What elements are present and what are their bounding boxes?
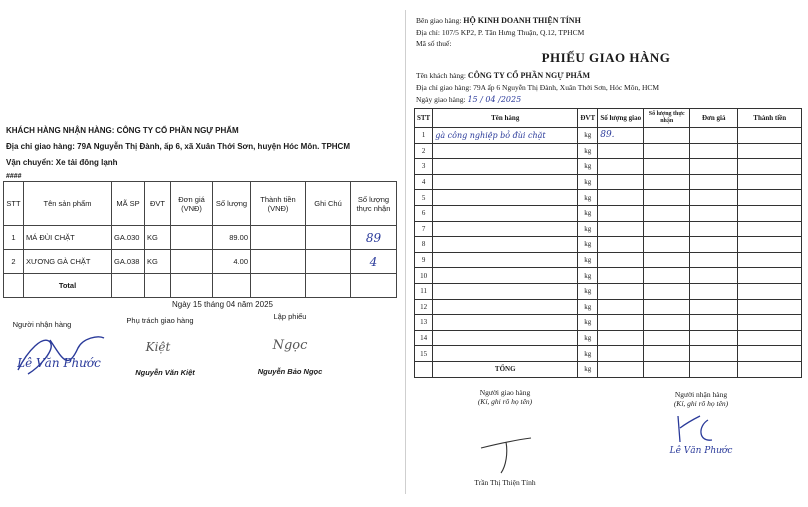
row-unit: kg	[578, 205, 598, 221]
row-unit: kg	[578, 268, 598, 284]
row-delivered-qty	[598, 205, 644, 221]
row-stt: 4	[415, 174, 433, 190]
sender-label: Bên giao hàng:	[416, 16, 464, 25]
row-received-qty	[644, 190, 690, 206]
row-stt: 15	[415, 346, 433, 362]
row-qty: 4.00	[213, 250, 251, 274]
issuer-name: Nguyễn Bảo Ngọc	[257, 367, 323, 376]
col-amount: Thành tiền	[738, 109, 802, 128]
row-amount	[738, 299, 802, 315]
row-stt: 9	[415, 252, 433, 268]
row-qty-handwritten: 89.	[598, 128, 644, 144]
row-amount	[738, 315, 802, 331]
table-row	[4, 250, 397, 274]
row-product-code: GA.038	[112, 250, 145, 274]
row-amount	[738, 159, 802, 175]
row-delivered-qty	[598, 330, 644, 346]
document-title: PHIẾU GIAO HÀNG	[541, 50, 671, 65]
date-label: Ngày giao hàng:	[416, 95, 468, 104]
date-handwritten: 15 / 04 /2025	[467, 95, 522, 104]
row-received-qty	[644, 159, 690, 175]
row-received-qty	[644, 237, 690, 253]
row-unit: kg	[578, 330, 598, 346]
table-row	[415, 143, 802, 159]
row-unit: kg	[578, 190, 598, 206]
receiver-signature-stroke	[668, 412, 738, 448]
receiver-signature-stroke	[8, 330, 108, 380]
row-unit: kg	[578, 252, 598, 268]
delivery-address-line: Địa chỉ giao hàng: 79A Nguyễn Thị Đành, ấp 6, xã Xuân Thới Sơn, huyện Hóc Môn. TPHCM	[6, 142, 350, 151]
row-unit-price	[690, 205, 738, 221]
row-stt: 12	[415, 299, 433, 315]
row-amount	[251, 250, 306, 274]
tax-code-line: Mã số thuế:	[416, 39, 452, 48]
sender-name: HỘ KINH DOANH THIỆN TÍNH	[463, 16, 581, 25]
row-unit: kg	[578, 315, 598, 331]
table-row	[415, 252, 802, 268]
total-row	[415, 361, 802, 377]
total-unit: kg	[578, 361, 598, 377]
col-amount: Thành tiền (VNĐ)	[251, 182, 306, 226]
row-unit: kg	[578, 128, 598, 144]
row-unit: kg	[578, 159, 598, 175]
row-unit-price	[690, 252, 738, 268]
col-unit-price: Đơn giá (VNĐ)	[171, 182, 213, 226]
row-amount	[738, 330, 802, 346]
receiver-name: Lê Văn Phước	[669, 446, 733, 456]
row-amount	[251, 226, 306, 250]
customer-line: KHÁCH HÀNG NHẬN HÀNG: CÔNG TY CỔ PHẦN NGỰ PHẨM	[6, 126, 239, 135]
table-row	[415, 346, 802, 362]
row-product-name: XƯƠNG GÀ CHẶT	[24, 250, 112, 274]
row-unit: kg	[578, 221, 598, 237]
row-delivered-qty	[598, 237, 644, 253]
customer-line	[416, 71, 590, 80]
row-received-qty	[644, 268, 690, 284]
row-stt: 3	[415, 159, 433, 175]
row-unit-price	[690, 346, 738, 362]
deliverer-block	[420, 388, 590, 406]
row-stt: 10	[415, 268, 433, 284]
col-quantity: Số lượng	[213, 182, 251, 226]
delivery-name: Nguyễn Văn Kiệt	[135, 368, 195, 377]
row-unit: kg	[578, 299, 598, 315]
row-unit: kg	[578, 143, 598, 159]
row-amount	[738, 346, 802, 362]
row-item-name	[433, 237, 578, 253]
row-unit: KG	[145, 250, 171, 274]
row-unit: kg	[578, 283, 598, 299]
row-amount	[738, 268, 802, 284]
row-item-name	[433, 299, 578, 315]
row-received-qty	[644, 143, 690, 159]
row-unit-price	[690, 315, 738, 331]
row-amount	[738, 252, 802, 268]
issuer-signature: Ngọc	[272, 338, 308, 353]
col-delivered-qty: Số lượng giao	[598, 109, 644, 128]
row-unit-price	[690, 128, 738, 144]
row-delivered-qty	[598, 143, 644, 159]
col-product-name: Tên sản phẩm	[24, 182, 112, 226]
row-stt: 6	[415, 205, 433, 221]
row-delivered-qty	[598, 346, 644, 362]
col-unit: ĐVT	[145, 182, 171, 226]
customer-label: Tên khách hàng:	[416, 71, 468, 80]
date-line: Ngày 15 tháng 04 năm 2025	[172, 300, 273, 309]
table-row	[415, 299, 802, 315]
transport-line: Vận chuyển: Xe tải đông lạnh	[6, 158, 118, 167]
col-unit: ĐVT	[578, 109, 598, 128]
delivery-signature: Kiệt	[145, 340, 171, 354]
issuer-label: Lập phiếu	[273, 312, 307, 321]
row-item-name	[433, 283, 578, 299]
row-unit-price	[690, 330, 738, 346]
col-unit-price: Đơn giá	[690, 109, 738, 128]
table-row	[415, 128, 802, 144]
receiver-label: Người nhận hàng	[12, 320, 72, 329]
row-received-handwritten: 89	[351, 226, 397, 250]
row-received-qty	[644, 205, 690, 221]
row-unit-price	[690, 143, 738, 159]
row-amount	[738, 237, 802, 253]
row-unit-price	[690, 221, 738, 237]
row-delivered-qty	[598, 190, 644, 206]
table-row	[415, 205, 802, 221]
row-received-qty	[644, 174, 690, 190]
row-price	[171, 226, 213, 250]
row-unit: KG	[145, 226, 171, 250]
table-row	[415, 190, 802, 206]
total-row	[4, 274, 397, 298]
doc-code: ####	[6, 173, 22, 180]
receiver-sub: (Kí, ghi rõ họ tên)	[673, 399, 729, 408]
deliverer-label: Người giao hàng	[479, 388, 531, 397]
row-product-code: GA.030	[112, 226, 145, 250]
deliverer-sub: (Kí, ghi rõ họ tên)	[477, 397, 533, 406]
row-item-handwritten: gà công nghiệp bỏ đùi chặt	[433, 128, 578, 144]
row-item-name	[433, 315, 578, 331]
row-stt: 1	[415, 128, 433, 144]
row-item-name	[433, 330, 578, 346]
row-unit: kg	[578, 237, 598, 253]
total-label: Total	[24, 274, 112, 298]
row-unit-price	[690, 174, 738, 190]
row-stt: 8	[415, 237, 433, 253]
row-amount	[738, 283, 802, 299]
row-received-qty	[644, 315, 690, 331]
row-received-qty	[644, 330, 690, 346]
row-note	[306, 226, 351, 250]
row-delivered-qty	[598, 174, 644, 190]
delivery-date-line	[416, 95, 521, 104]
row-amount	[738, 205, 802, 221]
row-item-name	[433, 205, 578, 221]
row-received-qty	[644, 128, 690, 144]
row-stt: 11	[415, 283, 433, 299]
row-stt: 1	[4, 226, 24, 250]
table-row	[415, 268, 802, 284]
table-row	[415, 237, 802, 253]
row-note	[306, 250, 351, 274]
row-price	[171, 250, 213, 274]
row-stt: 14	[415, 330, 433, 346]
row-unit-price	[690, 299, 738, 315]
total-label: TỔNG	[433, 361, 578, 377]
row-amount	[738, 174, 802, 190]
row-amount	[738, 143, 802, 159]
row-unit-price	[690, 237, 738, 253]
row-delivered-qty	[598, 315, 644, 331]
row-item-name	[433, 174, 578, 190]
row-stt: 5	[415, 190, 433, 206]
table-row	[415, 221, 802, 237]
row-unit: kg	[578, 346, 598, 362]
table-row	[415, 174, 802, 190]
row-delivered-qty	[598, 221, 644, 237]
row-delivered-qty	[598, 268, 644, 284]
row-delivered-qty	[598, 283, 644, 299]
col-product-code: MÃ SP	[112, 182, 145, 226]
row-stt: 2	[415, 143, 433, 159]
row-item-name	[433, 221, 578, 237]
col-received-qty: Số lượng thực nhận	[351, 182, 397, 226]
col-stt: STT	[4, 182, 24, 226]
warehouse-receipt-left	[0, 118, 402, 388]
row-amount	[738, 190, 802, 206]
receiver-signature: Lê Văn Phước	[17, 356, 101, 370]
row-unit: kg	[578, 174, 598, 190]
table-row	[415, 283, 802, 299]
row-delivered-qty	[598, 159, 644, 175]
customer-name: CÔNG TY CỔ PHẦN NGỰ PHẨM	[467, 71, 590, 80]
row-qty: 89.00	[213, 226, 251, 250]
col-received-qty: Số lượng thực nhận	[644, 109, 690, 128]
table-row	[415, 315, 802, 331]
table-row	[415, 159, 802, 175]
col-stt: STT	[415, 109, 433, 128]
row-delivered-qty	[598, 252, 644, 268]
delivery-address: Địa chỉ giao hàng: 79A ấp 6 Nguyễn Thị Đành, Xuân Thới Sơn, Hóc Môn, HCM	[416, 83, 660, 92]
row-amount	[738, 221, 802, 237]
row-unit-price	[690, 268, 738, 284]
row-received-qty	[644, 346, 690, 362]
row-item-name	[433, 190, 578, 206]
table-row	[415, 330, 802, 346]
row-unit-price	[690, 159, 738, 175]
items-table	[3, 181, 397, 298]
delivery-items-table	[414, 108, 802, 378]
row-delivered-qty	[598, 299, 644, 315]
row-stt: 13	[415, 315, 433, 331]
deliverer-name: Trần Thị Thiện Tính	[474, 478, 536, 487]
row-received-qty	[644, 283, 690, 299]
row-item-name	[433, 143, 578, 159]
row-unit-price	[690, 283, 738, 299]
delivery-label: Phụ trách giao hàng	[126, 316, 194, 325]
row-item-name	[433, 346, 578, 362]
row-item-name	[433, 268, 578, 284]
table-row	[4, 226, 397, 250]
delivery-note-right	[405, 10, 806, 494]
deliverer-signature-stroke	[476, 428, 536, 478]
col-item-name: Tên hàng	[433, 109, 578, 128]
sender-address: Địa chỉ: 107/5 KP2, P. Tân Hưng Thuận, Q.12, TPHCM	[416, 28, 585, 37]
col-note: Ghi Chú	[306, 182, 351, 226]
receiver-label: Người nhận hàng	[674, 390, 728, 399]
sender-line	[416, 16, 581, 25]
row-received-handwritten: 4	[351, 250, 397, 274]
row-product-name: MÁ ĐÙI CHẶT	[24, 226, 112, 250]
row-stt: 2	[4, 250, 24, 274]
receiver-block	[616, 390, 786, 408]
row-item-name	[433, 252, 578, 268]
row-received-qty	[644, 299, 690, 315]
row-item-name	[433, 159, 578, 175]
row-unit-price	[690, 190, 738, 206]
row-received-qty	[644, 221, 690, 237]
row-stt: 7	[415, 221, 433, 237]
row-received-qty	[644, 252, 690, 268]
row-amount	[738, 128, 802, 144]
